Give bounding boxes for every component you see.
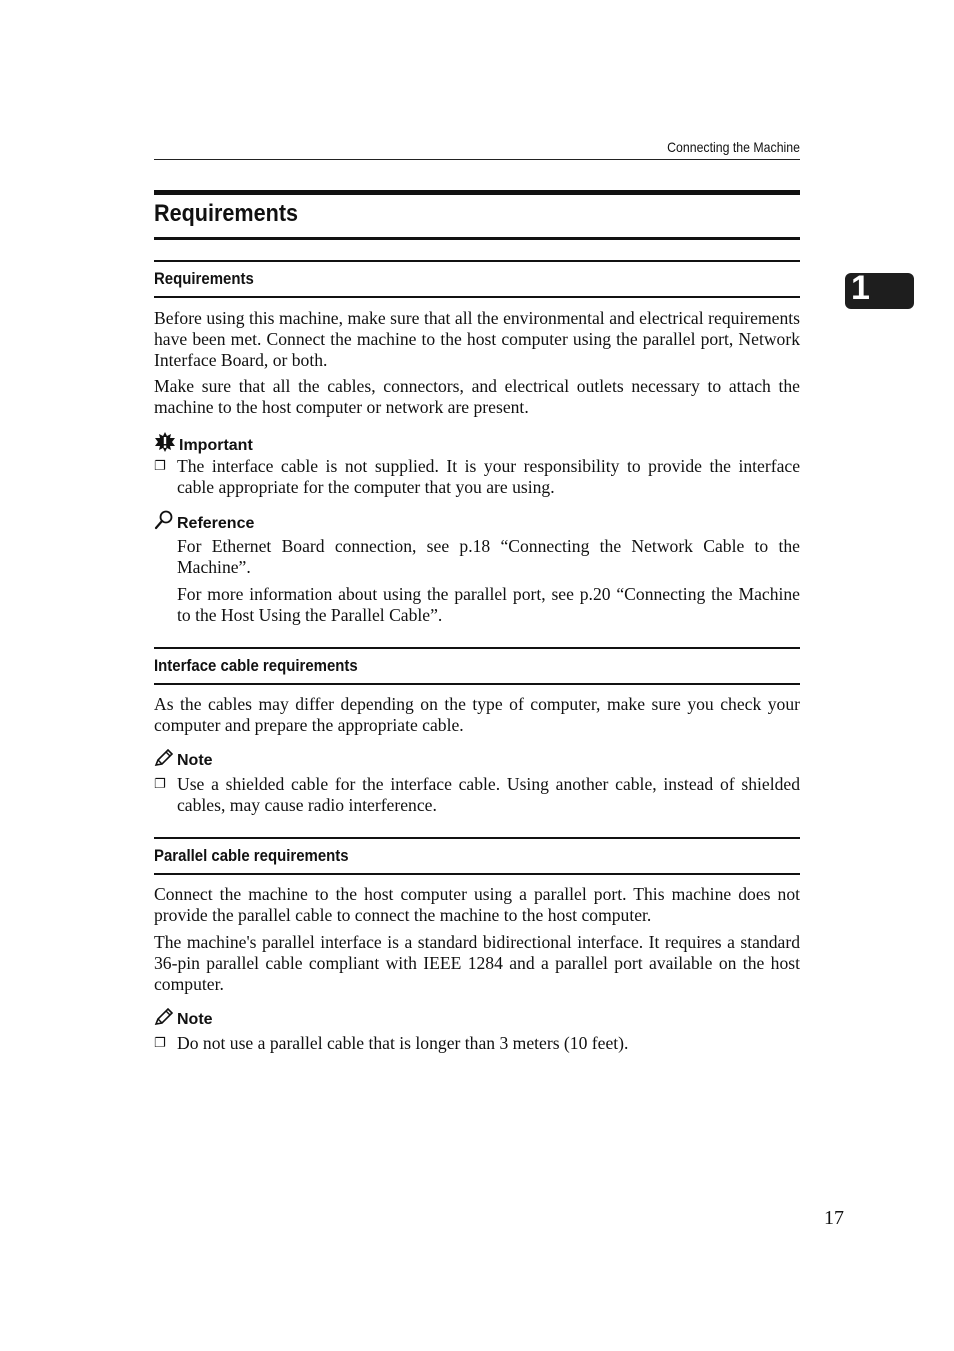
section-top-rule — [154, 190, 800, 195]
important-icon — [154, 432, 176, 457]
pencil-icon — [154, 1008, 174, 1031]
reference-paragraph: For Ethernet Board connection, see p.18 “Connecting the Network Cable to the Machine”. — [177, 536, 800, 577]
subsection-top-rule — [154, 837, 800, 839]
note-item: Do not use a parallel cable that is longer than 3 meters (10 feet). — [177, 1033, 629, 1053]
subsection-title: Requirements — [154, 269, 254, 288]
body-paragraph: Make sure that all the cables, connectors, and electrical outlets necessary to attach the machine to the host computer or network are present. — [154, 376, 800, 417]
subsection-bottom-rule — [154, 296, 800, 298]
chapter-tab — [845, 269, 914, 309]
subsection-title: Parallel cable requirements — [154, 846, 349, 865]
pencil-icon — [154, 749, 174, 772]
body-paragraph: As the cables may differ depending on the type of computer, make sure you check your computer and prepare the appropriate cable. — [154, 694, 800, 735]
body-paragraph: Connect the machine to the host computer using a parallel port. This machine does not provide the parallel cable to connect the machine to the host computer. — [154, 884, 800, 925]
subsection-bottom-rule — [154, 683, 800, 685]
important-item: The interface cable is not supplied. It is your responsibility to provide the interface cable appropriate for the computer that you are using. — [177, 456, 800, 497]
note-heading — [154, 749, 213, 771]
body-paragraph: Before using this machine, make sure that all the environmental and electrical requirements have been met. Connect the machine to the host computer using the parallel port, Network Interface Board, or both. — [154, 308, 800, 370]
reference-heading — [154, 510, 254, 532]
reference-paragraph: For more information about using the parallel port, see p.20 “Connecting the Machine to the Host Using the Parallel Cable”. — [177, 584, 800, 625]
reference-label: Reference — [177, 515, 255, 532]
important-heading — [154, 432, 253, 454]
note-label: Note — [177, 1011, 213, 1028]
note-item: Use a shielded cable for the interface cable. Using another cable, instead of shielded cables, may cause radio interference. — [177, 774, 800, 815]
important-label: Important — [179, 437, 253, 454]
magnifier-icon — [154, 510, 174, 535]
note-label: Note — [177, 752, 213, 769]
body-paragraph: The machine's parallel interface is a standard bidirectional interface. It requires a standard 36-pin parallel cable compliant with IEEE 1284 and a parallel port available on the host computer. — [154, 932, 800, 994]
running-header — [154, 138, 800, 160]
checkbox-bullet-icon: ❐ — [154, 459, 166, 474]
note-heading — [154, 1008, 213, 1030]
subsection-top-rule — [154, 647, 800, 649]
running-header-title: Connecting the Machine — [667, 139, 800, 155]
section-bottom-rule — [154, 237, 800, 240]
checkbox-bullet-icon: ❐ — [154, 1036, 166, 1051]
page-number: 17 — [824, 1207, 844, 1229]
section-title: Requirements — [154, 200, 299, 227]
subsection-top-rule — [154, 260, 800, 262]
subsection-title: Interface cable requirements — [154, 656, 358, 675]
checkbox-bullet-icon: ❐ — [154, 777, 166, 792]
subsection-bottom-rule — [154, 873, 800, 875]
chapter-number: 1 — [851, 269, 870, 307]
